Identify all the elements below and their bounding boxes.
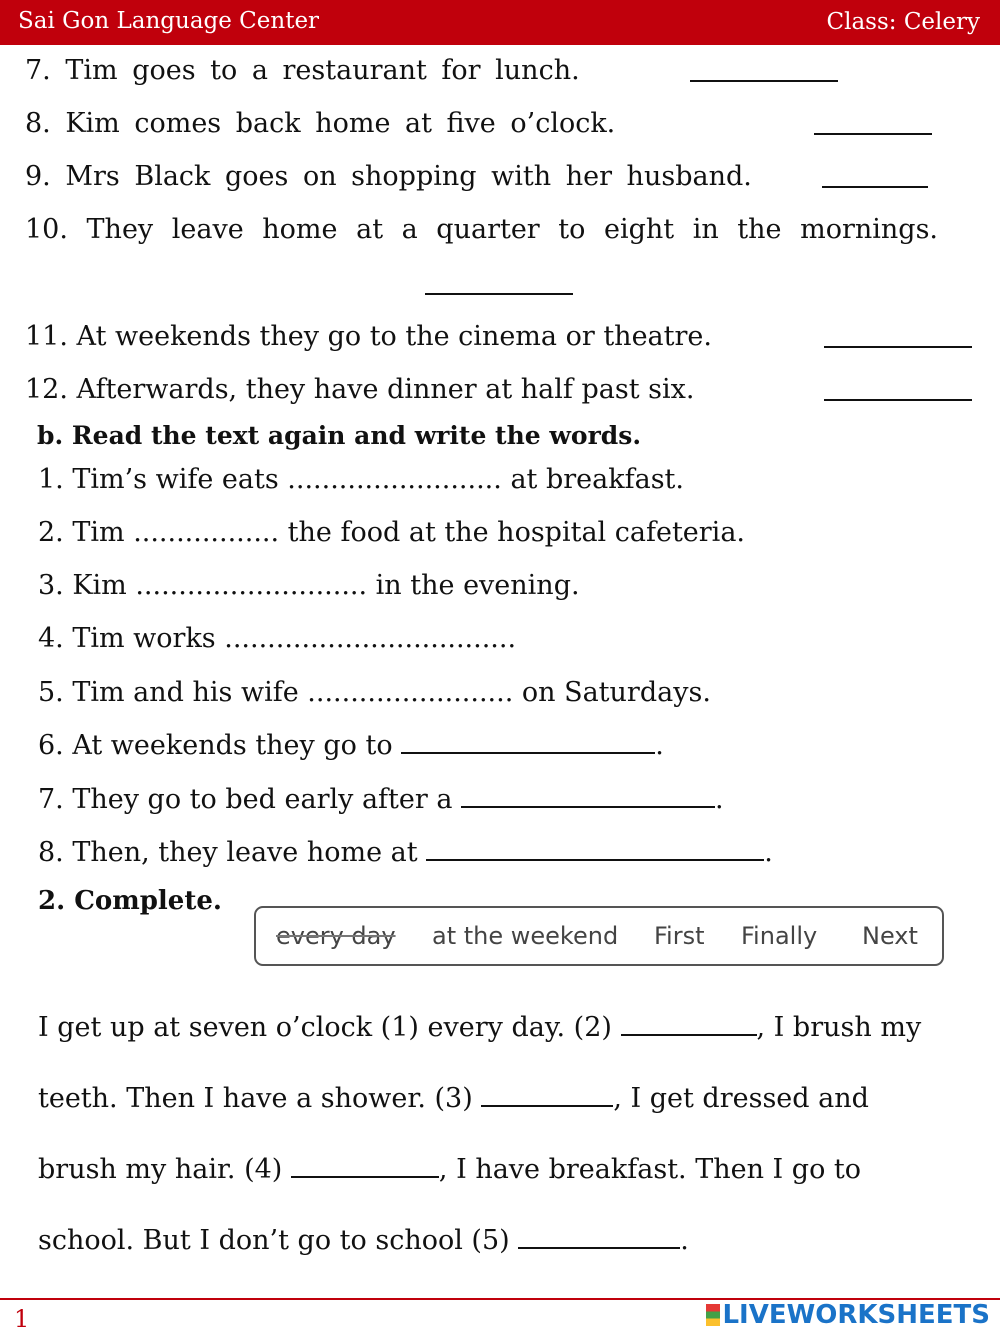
b-item-2: 2. Tim ................. the food at the hospital cafeteria. [38, 517, 746, 548]
complete-answer-4[interactable] [291, 1154, 439, 1178]
word-bank-item: Finally [741, 922, 818, 950]
tf-item-11: 11. At weekends they go to the cinema or theatre. [25, 321, 712, 352]
b-item-1: 1. Tim’s wife eats ......................... at breakfast. [38, 464, 684, 495]
b-answer-2[interactable]: ................. [133, 517, 280, 548]
b-answer-4[interactable]: .................................. [224, 623, 517, 654]
b-answer-8[interactable] [426, 837, 764, 861]
paragraph-line-2: teeth. Then I have a shower. (3) , I get dressed and [38, 1083, 869, 1114]
b-item-8: 8. Then, they leave home at . [38, 837, 773, 868]
tf-item-10: 10. They leave home at a quarter to eight in the mornings. [25, 214, 939, 245]
center-name: Sai Gon Language Center [18, 8, 320, 34]
b-item-6: 6. At weekends they go to . [38, 730, 664, 761]
class-name: Class: Celery [826, 9, 980, 35]
word-bank-item: every day [276, 922, 396, 950]
b-item-7: 7. They go to bed early after a . [38, 784, 724, 815]
tf-answer-8[interactable] [814, 133, 932, 135]
complete-answer-2[interactable] [621, 1012, 757, 1036]
b-answer-3[interactable]: ........................... [135, 570, 368, 601]
section-b-heading: b. Read the text again and write the words. [37, 421, 642, 450]
section-2-heading: 2. Complete. [38, 886, 222, 916]
liveworksheets-logo[interactable]: LIVEWORKSHEETS [706, 1300, 990, 1330]
b-item-4: 4. Tim works .................................. [38, 623, 517, 654]
tf-answer-7[interactable] [690, 80, 838, 82]
tf-answer-12[interactable] [824, 399, 972, 401]
tf-answer-9[interactable] [822, 186, 928, 188]
tf-answer-11[interactable] [824, 346, 972, 348]
word-bank-item: at the weekend [432, 922, 619, 950]
b-answer-6[interactable] [401, 730, 655, 754]
word-bank [254, 906, 944, 966]
page-header [0, 0, 1000, 45]
page-number: 1 [14, 1305, 30, 1333]
complete-answer-5[interactable] [518, 1225, 680, 1249]
tf-item-7: 7. Tim goes to a restaurant for lunch. [25, 55, 580, 86]
tf-item-8: 8. Kim comes back home at five o’clock. [25, 108, 616, 139]
tf-answer-10[interactable] [425, 293, 573, 295]
paragraph-line-3: brush my hair. (4) , I have breakfast. Then I go to [38, 1154, 862, 1185]
b-answer-1[interactable]: ......................... [287, 464, 502, 495]
b-item-5: 5. Tim and his wife ........................ on Saturdays. [38, 677, 711, 708]
complete-answer-3[interactable] [481, 1083, 613, 1107]
paragraph-line-4: school. But I don’t go to school (5) . [38, 1225, 689, 1256]
tf-item-9: 9. Mrs Black goes on shopping with her husband. [25, 161, 752, 192]
word-bank-item: Next [862, 922, 918, 950]
paragraph-line-1: I get up at seven o’clock (1) every day. (2) , I brush my [38, 1012, 922, 1043]
word-bank-item: First [654, 922, 705, 950]
liveworksheets-icon [706, 1304, 720, 1326]
b-item-3: 3. Kim ........................... in the evening. [38, 570, 580, 601]
tf-item-12: 12. Afterwards, they have dinner at half past six. [25, 374, 695, 405]
b-answer-7[interactable] [461, 784, 715, 808]
b-answer-5[interactable]: ........................ [307, 677, 514, 708]
